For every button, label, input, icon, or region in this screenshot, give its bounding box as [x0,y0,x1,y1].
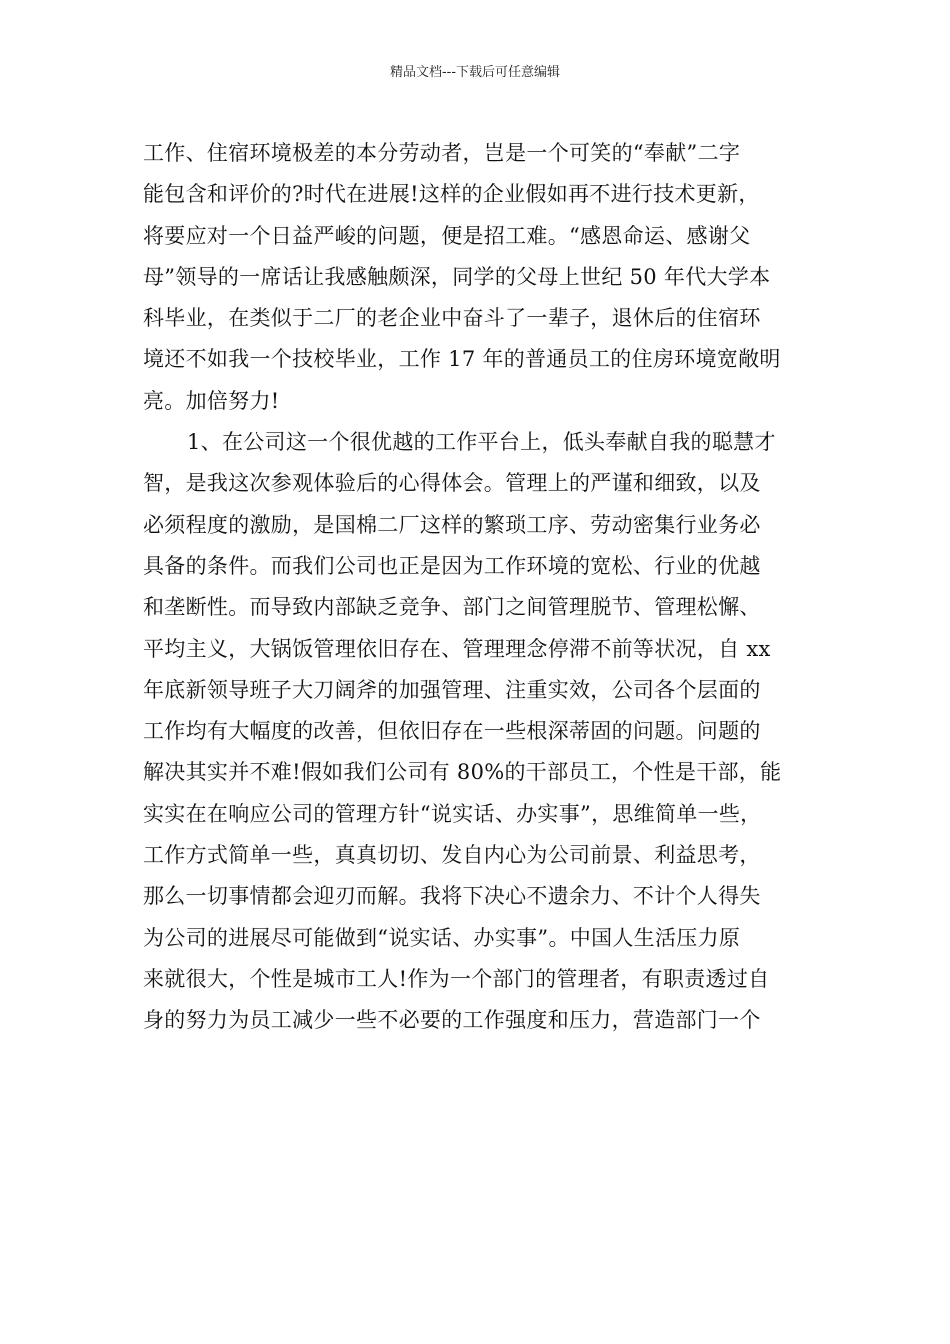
text-line: 来就很大，个性是城市工人!作为一个部门的管理者，有职责透过自 [143,966,770,991]
text-line: 智，是我这次参观体验后的心得体会。管理上的严谨和细致，以及 [143,471,761,496]
text-line: 能包含和评价的?时代在进展!这样的企业假如再不进行技术更新， [143,182,760,207]
text-line: 将要应对一个日益严峻的问题，便是招工难。“感恩命运、感谢父 [143,223,751,248]
text-line: 工作方式简单一些，真真切切、发自内心为公司前景、利益思考， [143,843,761,868]
paragraph-start-line: 1、在公司这一个很优越的工作平台上，低头奉献自我的聪慧才 [187,430,776,455]
text-line: 为公司的进展尽可能做到“说实话、办实事”。中国人生活压力原 [143,925,741,950]
text-line: 和垄断性。而导致内部缺乏竞争、部门之间管理脱节、管理松懈、 [143,595,761,620]
text-line: 那么一切事情都会迎刃而解。我将下决心不遗余力、不计个人得失 [143,884,761,909]
text-line: 工作均有大幅度的改善，但依旧存在一些根深蒂固的问题。问题的 [143,719,761,744]
text-line: 科毕业，在类似于二厂的老企业中奋斗了一辈子，退休后的住宿环 [143,306,761,331]
text-line: 平均主义，大锅饭管理依旧存在、管理理念停滞不前等状况，自 xx [143,636,771,661]
text-line: 年底新领导班子大刀阔斧的加强管理、注重实效，公司各个层面的 [143,677,761,702]
document-body [143,133,823,1042]
text-line: 身的努力为员工减少一些不必要的工作强度和压力，营造部门一个 [143,1008,761,1033]
page-header: 精品文档---下载后可任意编辑 [389,65,561,80]
text-line: 必须程度的激励，是国棉二厂这样的繁琐工序、劳动密集行业务必 [143,512,761,537]
text-line: 具备的条件。而我们公司也正是因为工作环境的宽松、行业的优越 [143,553,761,578]
text-line: 亮。加倍努力! [143,388,280,413]
text-line: 解决其实并不难!假如我们公司有 80%的干部员工，个性是干部，能 [143,760,782,785]
text-line: 母”领导的一席话让我感触颇深，同学的父母上世纪 50 年代大学本 [143,264,771,289]
text-line: 境还不如我一个技校毕业，工作 17 年的普通员工的住房环境宽敞明 [143,347,781,372]
text-line: 实实在在响应公司的管理方针“说实话、办实事”，思维简单一些， [143,801,762,826]
text-line: 工作、住宿环境极差的本分劳动者，岂是一个可笑的“奉献”二字 [143,141,741,165]
